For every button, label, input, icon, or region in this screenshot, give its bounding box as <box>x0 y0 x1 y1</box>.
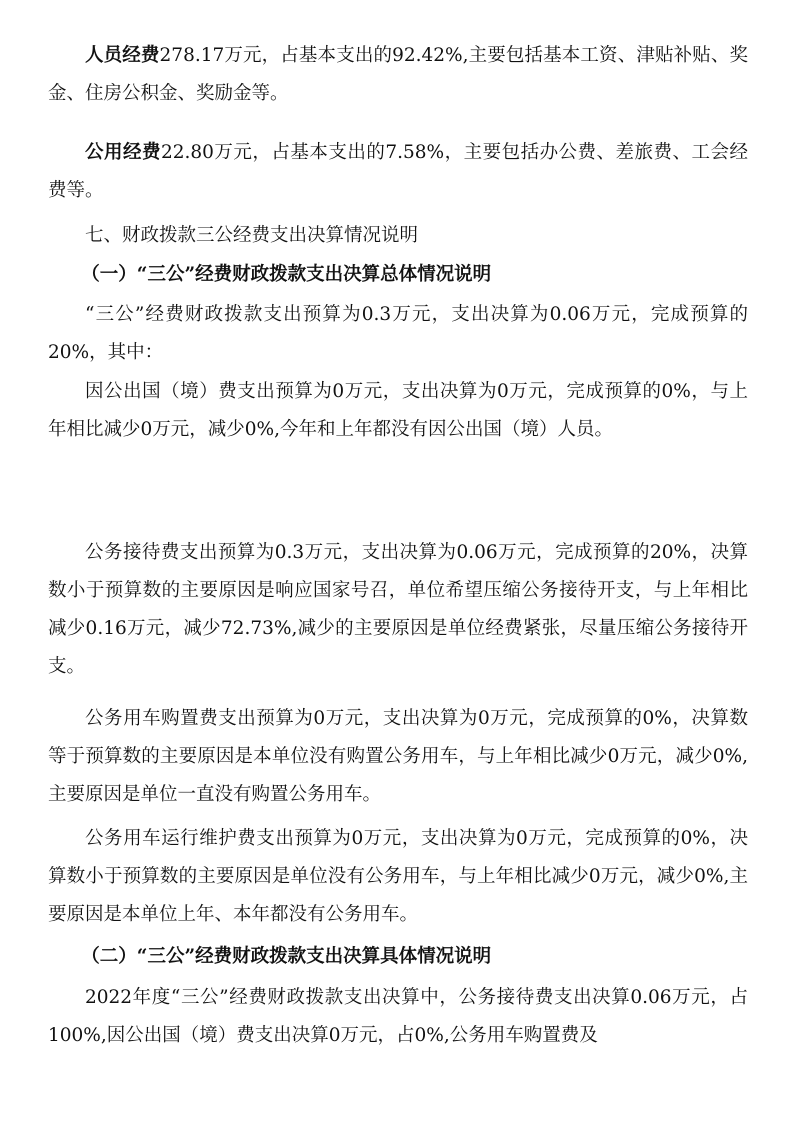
public-expense-text: 22.80万元，占基本支出的7.58%，主要包括办公费、差旅费、工会经费等。 <box>48 142 748 201</box>
personnel-expense-term: 人员经费 <box>85 45 160 66</box>
public-expense-term: 公用经费 <box>85 142 161 163</box>
overall-paragraph: “三公”经费财政拨款支出预算为0.3万元，支出决算为0.06万元，完成预算的20%，其中： <box>48 304 748 363</box>
vehicle-purchase-paragraph: 公务用车购置费支出预算为0万元，支出决算为0万元，完成预算的0%，决算数等于预算数的主要原因是本单位没有购置公务用车，与上年相比减少0万元，减少0%,主要原因是单位一直没有购置公务用车。 <box>48 708 748 805</box>
personnel-expense-paragraph <box>48 37 748 113</box>
abroad-paragraph: 因公出国（境）费支出预算为0万元，支出决算为0万元，完成预算的0%，与上年相比减少0万元，减少0%,今年和上年都没有因公出国（境）人员。 <box>48 381 748 440</box>
vehicle-operation-paragraph: 公务用车运行维护费支出预算为0万元，支出决算为0万元，完成预算的0%，决算数小于预算数的主要原因是单位没有公务用车，与上年相比减少0万元，减少0%,主要原因是本单位上年、本年都没有公务用车。 <box>48 828 748 925</box>
reception-paragraph: 公务接待费支出预算为0.3万元，支出决算为0.06万元，完成预算的20%，决算数小于预算数的主要原因是响应国家号召，单位希望压缩公务接待开支，与上年相比减少0.16万元，减少72.73%,减少的主要原因是单位经费紧张，尽量压缩公务接待开支。 <box>48 542 748 677</box>
personnel-expense-text: 278.17万元，占基本支出的92.42%,主要包括基本工资、津贴补贴、奖金、住房公积金、奖励金等。 <box>48 45 748 104</box>
subsection-2-title: （二）“三公”经费财政拨款支出决算具体情况说明 <box>81 946 492 967</box>
section-7-title: 七、财政拨款三公经费支出决算情况说明 <box>85 225 419 246</box>
public-expense-paragraph <box>48 134 748 210</box>
detail-paragraph: 2022年度“三公”经费财政拨款支出决算中，公务接待费支出决算0.06万元，占100%,因公出国（境）费支出决算0万元，占0%,公务用车购置费及 <box>48 987 748 1046</box>
subsection-1-title: （一）“三公”经费财政拨款支出决算总体情况说明 <box>81 264 492 285</box>
